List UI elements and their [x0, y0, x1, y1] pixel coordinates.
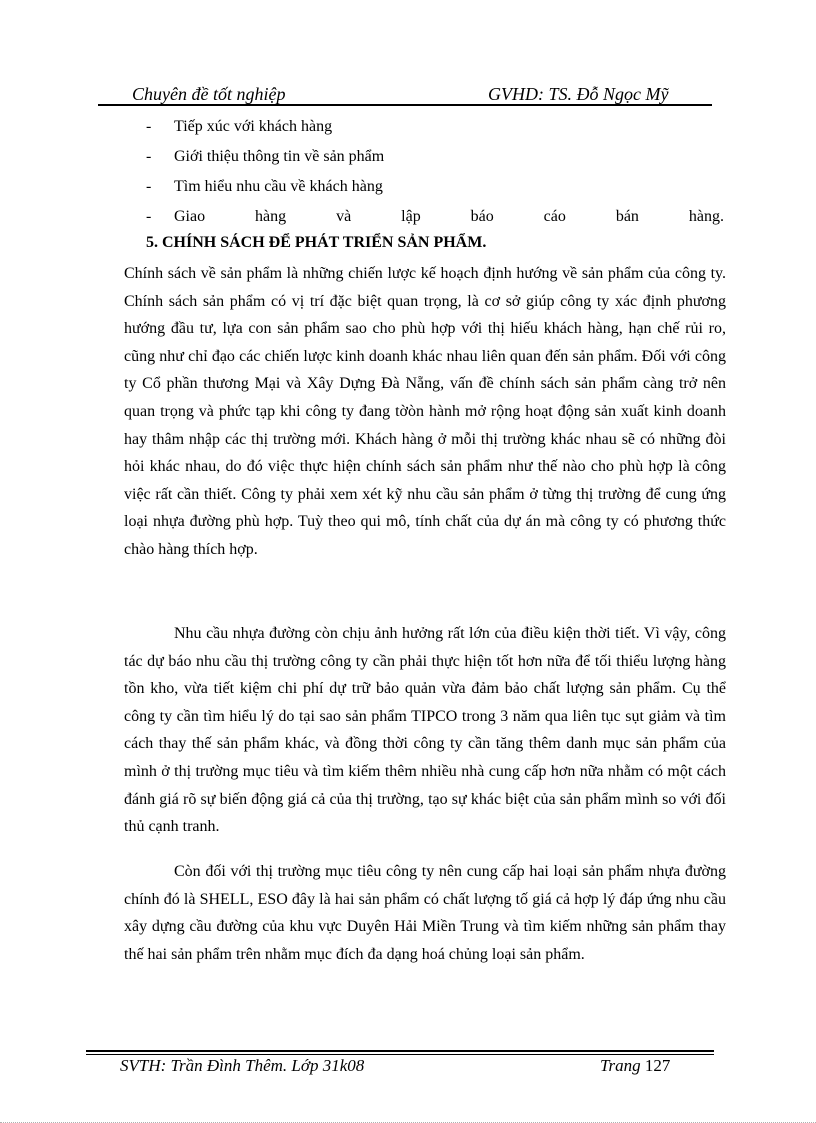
page-label: Trang — [600, 1056, 641, 1075]
bullet-dash: - — [146, 208, 152, 225]
footer-page — [600, 1056, 670, 1076]
bullet-dash: - — [146, 148, 152, 165]
bullet-list — [146, 116, 724, 236]
bullet-text — [174, 206, 724, 228]
body-paragraph: Nhu cầu nhựa đường còn chịu ảnh hưởng rất lớn của điều kiện thời tiết. Vì vậy, công tác dự báo nhu cầu thị trường công ty cần phải thực hiện tốt hơn nữa để tối thiểu lượng hàng tồn kho, vừa tiết kiệm chi phí dự trữ bảo quản vừa đảm bảo chất lượng sản phẩm. Cụ thể công ty cần tìm hiểu lý do tại sao sản phẩm TIPCO trong 3 năm qua liên tục sụt giảm và tìm cách thay thế sản phẩm khác, và đồng thời công ty cần tăng thêm danh mục sản phẩm của mình ở thị trường mục tiêu và tìm kiếm thêm nhiều nhà cung cấp hơn nữa nhằm có một cách đánh giá rõ sự biến động giá cả của thị trường, tạo sự khác biệt của sản phẩm mình so với đối thủ cạnh tranh. — [124, 625, 726, 836]
bullet-word: cáo — [543, 208, 566, 225]
bullet-item — [146, 146, 724, 176]
footer-rule-thin — [86, 1054, 714, 1055]
bullet-dash: - — [146, 118, 152, 135]
bullet-word: hàng. — [688, 208, 724, 225]
section-heading: 5. CHÍNH SÁCH ĐỂ PHÁT TRIỂN SẢN PHẨM. — [146, 234, 487, 251]
header-rule — [98, 104, 712, 106]
bullet-dash: - — [146, 178, 152, 195]
bullet-word: Giao — [174, 208, 206, 225]
bullet-item — [146, 206, 724, 236]
body-paragraph: Chính sách về sản phẩm là những chiến lược kế hoạch định hướng về sản phẩm của công ty. Chính sách sản phẩm có vị trí đặc biệt quan trọng, là cơ sở giúp công ty xác định phương hướng đầu tư, lựa con sản phẩm sao cho phù hợp với thị hiếu khách hàng, hạn chế rủi ro, cũng như chỉ đạo các chiến lược kinh doanh khác nhau liên quan đến sản phẩm. Đối với công ty Cổ phần thương Mại và Xây Dựng Đà Nẵng, vấn đề chính sách sản phẩm càng trở nên quan trọng và phức tạp khi công ty đang tờòn hành mở rộng hoạt động sản xuất kinh doanh hay thâm nhập các thị trường mới. Khách hàng ở mỗi thị trường khác nhau sẽ có những đòi hỏi khác nhau, do đó việc thực hiện chính sách sản phẩm như thế nào cho phù hợp là công việc rất cần thiết. Công ty phải xem xét kỹ nhu cầu sản phẩm ở từng thị trường để cung ứng loại nhựa đường phù hợp. Tuỳ theo qui mô, tính chất của dự án mà công ty có phương thức chào hàng thích hợp. — [124, 265, 726, 558]
header-title: Chuyên đề tốt nghiệp — [132, 84, 286, 104]
bullet-text: Tìm hiểu nhu cầu về khách hàng — [174, 178, 383, 195]
bullet-item — [146, 176, 724, 206]
bullet-text: Giới thiệu thông tin về sản phẩm — [174, 148, 385, 165]
bullet-word: và — [336, 208, 352, 225]
bullet-word: lập — [401, 208, 421, 225]
footer-rule-thick — [86, 1050, 714, 1052]
header-advisor: GVHD: TS. Đỗ Ngọc Mỹ — [488, 84, 669, 104]
body-paragraph: Còn đối với thị trường mục tiêu công ty nên cung cấp hai loại sản phẩm nhựa đường chính đó là SHELL, ESO đây là hai sản phẩm có chất lượng tố giá cả hợp lý đáp ứng nhu cầu xây dựng cầu đường của khu vực Duyên Hải Miền Trung và tìm kiếm những sản phẩm thay thế hai sản phẩm trên nhằm mục đích đa dạng hoá chủng loại sản phẩm. — [124, 863, 726, 963]
bullet-word: báo — [470, 208, 494, 225]
footer-author: SVTH: Trần Đình Thêm. Lớp 31k08 — [120, 1056, 365, 1075]
bullet-text: Tiếp xúc với khách hàng — [174, 118, 333, 135]
bullet-word: bán — [615, 208, 639, 225]
page-number: 127 — [644, 1056, 671, 1075]
bullet-word: hàng — [255, 208, 287, 225]
bullet-item — [146, 116, 724, 146]
